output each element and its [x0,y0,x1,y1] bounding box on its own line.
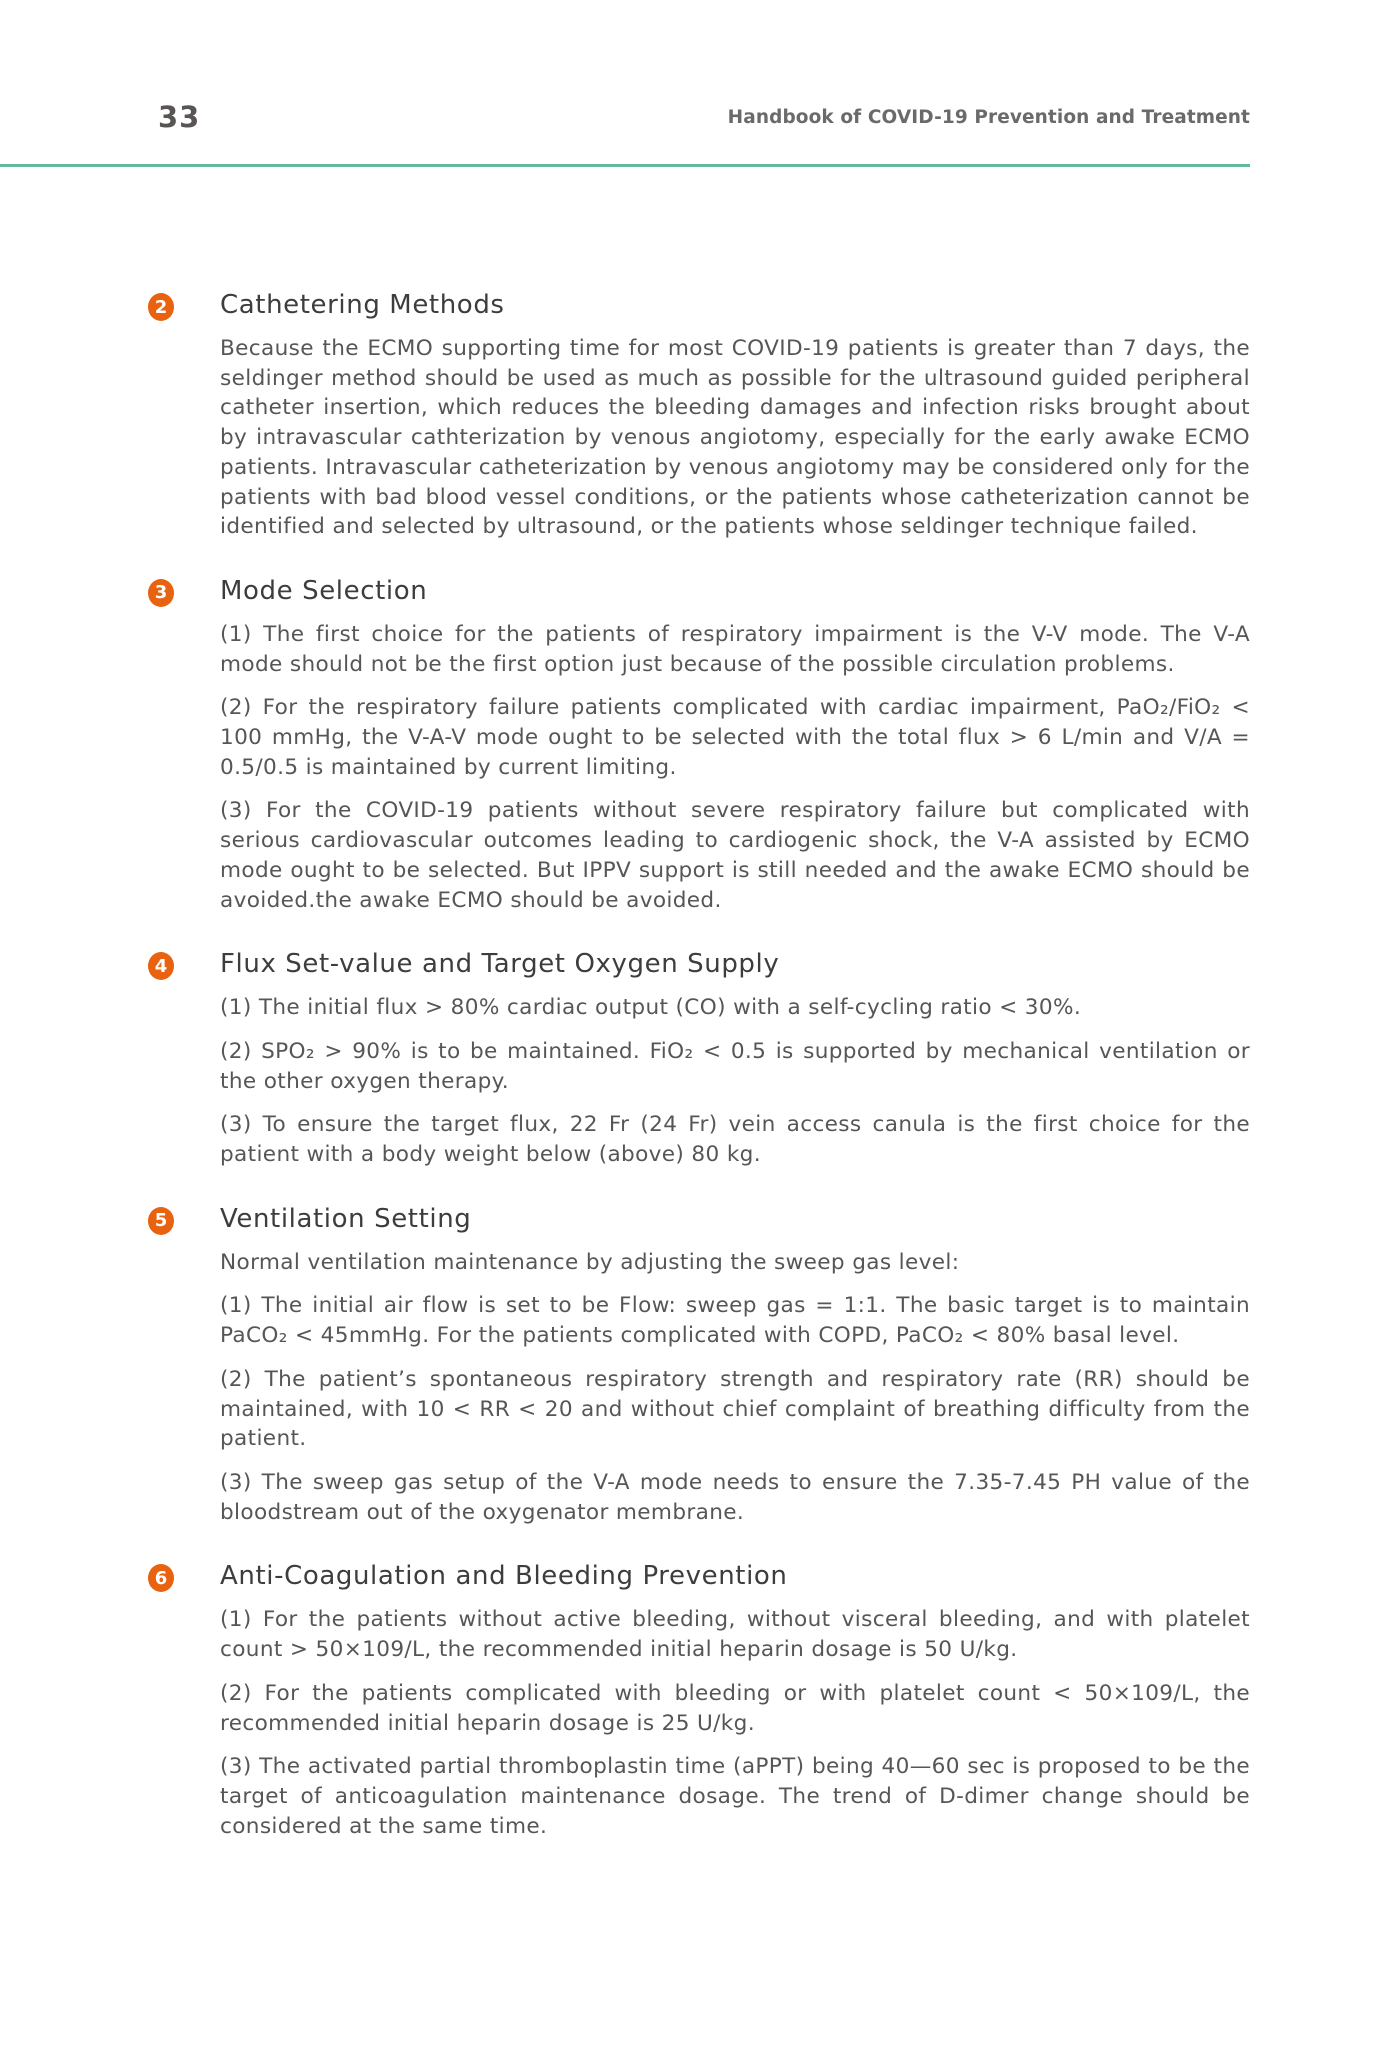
paragraph: (1) The first choice for the patients of respiratory impairment is the V-V mode. The V-A mode should not be the first option just because of the possible circulation problems. [220,621,1250,677]
paragraph: (3) The sweep gas setup of the V-A mode needs to ensure the 7.35-7.45 PH value of the bloodstream out of the oxygenator membrane. [220,1469,1250,1525]
paragraph: (2) For the respiratory failure patients complicated with cardiac impairment, PaO₂/FiO₂ < 100 mmHg, the V-A-V mode ought to be selected with the total flux > 6 L/min and V/A = 0.5/0.5 is maintained by current limiting. [220,695,1250,780]
section-heading [147,288,1250,326]
paragraph: (3) For the COVID-19 patients without severe respiratory failure but complicated with serious cardiovascular outcomes leading to cardiogenic shock, the V-A assisted by ECMO mode ought to be selected. But IPPV support is still needed and the awake ECMO should be avoided.the awake ECMO should be avoided. [220,798,1250,913]
paragraph: (3) The activated partial thromboplastin time (aPPT) being 40—60 sec is proposed to be the target of anticoagulation maintenance dosage. The trend of D-dimer change should be considered at the same time. [220,1754,1250,1839]
section-flux-set-value [147,947,1250,1170]
paragraph: (2) For the patients complicated with bleeding or with platelet count < 50×109/L, the recommended initial heparin dosage is 25 U/kg. [220,1680,1250,1736]
section-title: Mode Selection [220,575,428,606]
running-title: Handbook of COVID-19 Prevention and Treatment [727,107,1250,128]
section-ventilation-setting [147,1202,1250,1528]
header-divider [0,164,1250,167]
paragraph: (1) The initial air flow is set to be Flow: sweep gas = 1:1. The basic target is to maintain PaCO₂ < 45mmHg. For the patients complicated with COPD, PaCO₂ < 80% basal level. [220,1293,1250,1349]
section-number-badge: 2 [148,293,174,321]
page-content [147,288,1250,1873]
section-cathetering-methods [147,288,1250,542]
section-number-badge: 5 [148,1207,174,1235]
section-number-badge: 4 [148,952,174,980]
section-title: Ventilation Setting [220,1203,472,1234]
page-number: 33 [158,100,201,134]
section-heading [147,574,1250,612]
paragraph: (3) To ensure the target flux, 22 Fr (24 Fr) vein access canula is the first choice for the patient with a body weight below (above) 80 kg. [220,1112,1250,1168]
paragraph: Normal ventilation maintenance by adjusting the sweep gas level: [220,1249,960,1275]
section-body [220,334,1250,542]
section-heading [147,1202,1250,1240]
section-number-badge: 6 [148,1564,174,1592]
paragraph: (1) For the patients without active bleeding, without visceral bleeding, and with platelet count > 50×109/L, the recommended initial heparin dosage is 50 U/kg. [220,1607,1250,1663]
section-title: Flux Set-value and Target Oxygen Supply [220,949,780,980]
section-heading [147,947,1250,985]
page-header [0,0,1397,168]
paragraph: (2) SPO₂ > 90% is to be maintained. FiO₂ < 0.5 is supported by mechanical ventilation or the other oxygen therapy. [220,1038,1250,1094]
section-mode-selection [147,574,1250,915]
section-anti-coagulation [147,1559,1250,1841]
section-title: Anti-Coagulation and Bleeding Prevention [220,1561,788,1592]
section-title: Cathetering Methods [220,290,505,320]
section-body [220,1605,1250,1841]
paragraph: Because the ECMO supporting time for most COVID-19 patients is greater than 7 days, the seldinger method should be used as much as possible for the ultrasound guided peripheral catheter insertion, which reduces the bleeding damages and infection risks brought about by intravascular cathterization by venous angiotomy, especially for the early awake ECMO patients. Intravascular catheterization by venous angiotomy may be considered only for the patients with bad blood vessel conditions, or the patients whose catheterization cannot be identified and selected by ultrasound, or the patients whose seldinger technique failed. [220,336,1250,540]
section-body [220,1248,1250,1528]
section-heading [147,1559,1250,1597]
section-body [220,993,1250,1170]
paragraph: (2) The patient’s spontaneous respiratory strength and respiratory rate (RR) should be maintained, with 10 < RR < 20 and without chief complaint of breathing difficulty from the patient. [220,1366,1250,1452]
section-number-badge: 3 [148,579,174,607]
paragraph: (1) The initial flux > 80% cardiac output (CO) with a self-cycling ratio < 30%. [220,995,1082,1021]
section-body [220,620,1250,915]
